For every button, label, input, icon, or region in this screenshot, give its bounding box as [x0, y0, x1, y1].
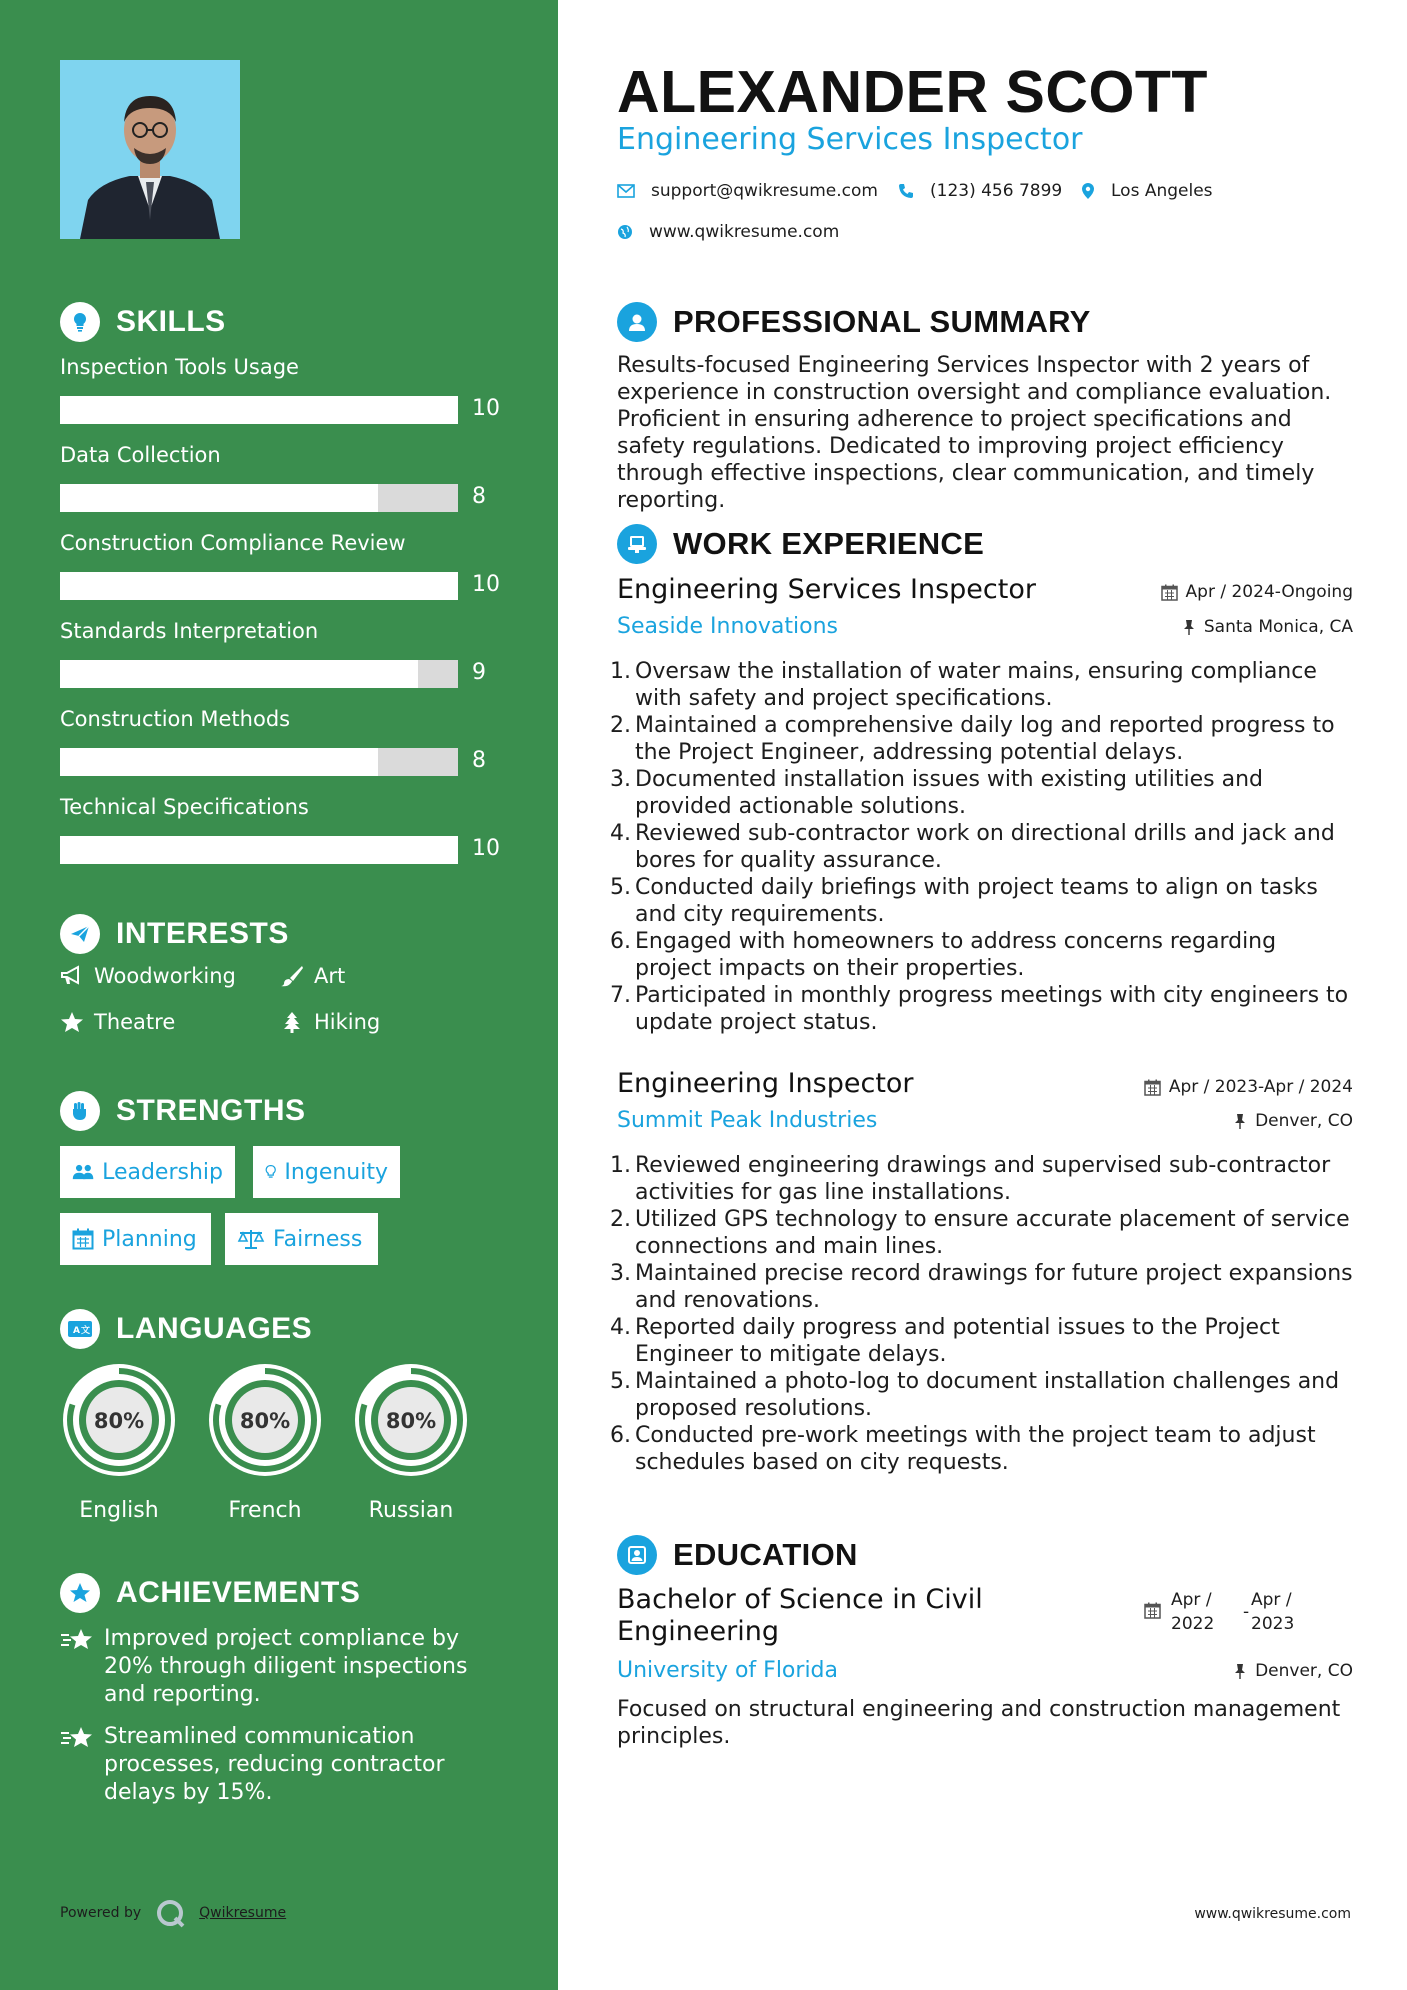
interest-label: Hiking: [314, 1010, 381, 1034]
skill-bar-fill: [60, 484, 378, 512]
candidate-name: ALEXANDER SCOTT: [617, 59, 1208, 125]
pushpin-icon: [1182, 619, 1196, 636]
job-task-list: [617, 1152, 1357, 1476]
language-percent: 80%: [93, 1409, 145, 1433]
envelope-icon: [617, 184, 635, 198]
job-task: Conducted daily briefings with project teams to align on tasks and city requirements.: [635, 875, 1318, 927]
interest-label: Art: [314, 964, 346, 988]
job-dates: [1144, 1077, 1353, 1097]
interest-item: [60, 964, 236, 988]
user-icon: [617, 302, 657, 342]
interest-item: [280, 1010, 380, 1034]
strength-chip: [60, 1213, 211, 1265]
job-task: Participated in monthly progress meetings with city engineers to update project status.: [635, 983, 1349, 1035]
skill-bar: [60, 836, 458, 864]
education-heading: [617, 1535, 858, 1575]
job-task-list: [617, 658, 1357, 1036]
skills-title: SKILLS: [116, 305, 226, 338]
skill-label: Data Collection: [60, 443, 221, 467]
skill-label: Standards Interpretation: [60, 619, 319, 643]
job-company: Seaside Innovations: [617, 614, 838, 639]
work-heading: [617, 524, 984, 564]
profile-photo: [60, 60, 240, 239]
calendar-icon: [72, 1228, 94, 1250]
summary-heading: [617, 302, 1091, 342]
job-task: Reported daily progress and potential issues to the Project Engineer to mitigate delays.: [635, 1315, 1280, 1367]
education-dates: [1144, 1588, 1294, 1636]
achievement-text: Improved project compliance by 20% through diligent inspections and reporting.: [104, 1626, 468, 1707]
calendar-icon: [1144, 1602, 1161, 1619]
strengths-title: STRENGTHS: [116, 1094, 306, 1127]
skill-value: 9: [472, 660, 486, 685]
job-location: [1182, 617, 1353, 637]
language-ring: [57, 1358, 181, 1482]
candidate-role: Engineering Services Inspector: [617, 122, 1083, 157]
svg-text:A: A: [73, 1326, 81, 1336]
interest-item: [280, 964, 345, 988]
graduate-icon: [617, 1535, 657, 1575]
bullhorn-icon: [60, 965, 84, 987]
language-percent: 80%: [385, 1409, 437, 1433]
website-text: www.qwikresume.com: [649, 222, 840, 242]
education-end-year: 2023: [1251, 1614, 1295, 1634]
education-start-month: Apr /: [1171, 1590, 1212, 1610]
map-pin-icon: [1081, 182, 1095, 200]
job-task: Engaged with homeowners to address concerns regarding project impacts on their properties.: [635, 929, 1277, 981]
skill-bar-fill: [60, 572, 458, 600]
languages-heading: [60, 1309, 312, 1349]
degree-title: [617, 1584, 983, 1648]
skills-heading: [60, 302, 226, 342]
skill-value: 10: [472, 572, 500, 597]
skill-label: Construction Methods: [60, 707, 291, 731]
education-start: [1171, 1588, 1243, 1636]
qwikresume-link[interactable]: Qwikresume: [199, 1905, 287, 1921]
skill-bar: [60, 572, 458, 600]
skill-bar-fill: [60, 748, 378, 776]
skill-item: [60, 530, 500, 600]
skill-bar: [60, 484, 458, 512]
achievement-item: [60, 1625, 500, 1709]
strength-label: Leadership: [102, 1159, 223, 1185]
interests-title: INTERESTS: [116, 917, 289, 950]
skill-item: [60, 794, 500, 864]
job-location: [1233, 1111, 1353, 1131]
strength-chip: [225, 1213, 378, 1265]
scales-icon: [237, 1228, 265, 1250]
job-task: Reviewed engineering drawings and supervised sub-contractor activities for gas line installations.: [635, 1153, 1331, 1205]
fist-icon: [60, 1091, 100, 1131]
job-title: Engineering Services Inspector: [617, 574, 1036, 605]
skill-bar: [60, 660, 458, 688]
language-ring: [349, 1358, 473, 1482]
job-company: Summit Peak Industries: [617, 1108, 878, 1133]
skill-value: 10: [472, 396, 500, 421]
languages-title: LANGUAGES: [116, 1312, 313, 1345]
interest-label: Woodworking: [94, 964, 236, 988]
briefcase-icon: [617, 524, 657, 564]
education-location-text: Denver, CO: [1255, 1661, 1353, 1681]
footer-url[interactable]: www.qwikresume.com: [1194, 1906, 1351, 1922]
pushpin-icon: [1233, 1663, 1247, 1680]
shooting-star-icon: [60, 1725, 94, 1751]
education-dash: -: [1243, 1602, 1250, 1622]
interest-label: Theatre: [94, 1010, 176, 1034]
email-text: support@qwikresume.com: [651, 181, 878, 201]
language-name: Russian: [368, 1498, 454, 1523]
contact-website[interactable]: [617, 222, 839, 242]
language-percent: 80%: [239, 1409, 291, 1433]
degree-line-1: Bachelor of Science in Civil: [617, 1584, 983, 1615]
summary-title: PROFESSIONAL SUMMARY: [673, 304, 1091, 339]
summary-text: Results-focused Engineering Services Inspector with 2 years of experience in construction oversight and compliance evaluation. Proficient in ensuring adherence to project specifications and safety regulations. Dedicated to improving project efficiency through effective inspections, clear communication, and timely reporting.: [617, 353, 1332, 513]
achievements-title: ACHIEVEMENTS: [116, 1576, 361, 1609]
job-dates: [1161, 582, 1353, 602]
job-dates-text: Apr / 2023-Apr / 2024: [1168, 1077, 1353, 1097]
powered-by: [60, 1898, 286, 1928]
skill-item: [60, 618, 500, 688]
skill-bar-fill: [60, 660, 418, 688]
lightbulb-icon: [60, 302, 100, 342]
location-text: Los Angeles: [1111, 181, 1213, 201]
job-task: Maintained a photo-log to document installation challenges and proposed resolutions.: [635, 1369, 1340, 1421]
phone-icon: [898, 183, 914, 199]
shooting-star-icon: [60, 1627, 94, 1653]
paintbrush-icon: [280, 965, 304, 987]
interests-heading: [60, 914, 289, 954]
job-dates-text: Apr / 2024-Ongoing: [1185, 582, 1353, 602]
job-task: Utilized GPS technology to ensure accurate placement of service connections and main lines.: [635, 1207, 1350, 1259]
language-item: [349, 1358, 473, 1523]
achievement-item: [60, 1723, 500, 1807]
users-icon: [72, 1161, 94, 1183]
star-badge-icon: [60, 1573, 100, 1613]
education-title: EDUCATION: [673, 1537, 858, 1572]
education-description: Focused on structural engineering and construction management principles.: [617, 1697, 1341, 1749]
interest-item: [60, 1010, 175, 1034]
job-location-text: Santa Monica, CA: [1203, 617, 1353, 637]
phone-text: (123) 456 7899: [930, 181, 1063, 201]
contact-phone[interactable]: [898, 181, 1062, 201]
star-icon: [60, 1011, 84, 1033]
qwikresume-logo-icon: [155, 1898, 189, 1928]
strengths-heading: [60, 1091, 306, 1131]
powered-by-label: Powered by: [60, 1905, 142, 1921]
sidebar: [0, 0, 558, 1990]
achievement-text: Streamlined communication processes, reducing contractor delays by 15%.: [104, 1724, 445, 1805]
job-task: Oversaw the installation of water mains, ensuring compliance with safety and project specifications.: [635, 659, 1317, 711]
translate-icon: [60, 1309, 100, 1349]
skill-bar-fill: [60, 836, 458, 864]
strength-label: Planning: [102, 1226, 197, 1252]
job-task: Reviewed sub-contractor work on directional drills and jack and bores for quality assurance.: [635, 821, 1335, 873]
job-task: Conducted pre-work meetings with the project team to adjust schedules based on city requests.: [635, 1423, 1316, 1475]
skill-item: [60, 706, 500, 776]
globe-icon: [617, 224, 633, 240]
job-task: Maintained precise record drawings for future project expansions and renovations.: [635, 1261, 1353, 1313]
tree-icon: [280, 1011, 304, 1033]
education-location: [1233, 1661, 1353, 1681]
skill-bar-fill: [60, 396, 458, 424]
job-task: Documented installation issues with existing utilities and provided actionable solutions.: [635, 767, 1263, 819]
svg-text:文: 文: [81, 1326, 91, 1336]
skill-value: 8: [472, 484, 486, 509]
calendar-icon: [1144, 1079, 1161, 1096]
skill-label: Technical Specifications: [60, 795, 309, 819]
strength-label: Ingenuity: [284, 1159, 388, 1185]
education-end: [1251, 1588, 1294, 1636]
language-item: [203, 1358, 327, 1523]
skill-bar: [60, 396, 458, 424]
calendar-icon: [1161, 584, 1178, 601]
job-title: Engineering Inspector: [617, 1068, 914, 1099]
skill-item: [60, 442, 500, 512]
paper-plane-icon: [60, 914, 100, 954]
language-name: French: [228, 1498, 302, 1523]
strength-label: Fairness: [273, 1226, 363, 1252]
achievements-heading: [60, 1573, 360, 1613]
job-task: Maintained a comprehensive daily log and reported progress to the Project Engineer, addressing potential delays.: [635, 713, 1335, 765]
skill-bar: [60, 748, 458, 776]
language-name: English: [79, 1498, 159, 1523]
language-ring: [203, 1358, 327, 1482]
job-location-text: Denver, CO: [1255, 1111, 1353, 1131]
work-title: WORK EXPERIENCE: [673, 526, 985, 561]
lightbulb-icon: [265, 1160, 276, 1184]
skill-item: [60, 354, 500, 424]
skill-label: Construction Compliance Review: [60, 531, 406, 555]
education-end-month: Apr /: [1251, 1590, 1292, 1610]
school-name: University of Florida: [617, 1658, 838, 1683]
skill-value: 8: [472, 748, 486, 773]
language-item: [57, 1358, 181, 1523]
education-start-year: 2022: [1171, 1614, 1215, 1634]
strength-chip: [253, 1146, 400, 1198]
skill-value: 10: [472, 836, 500, 861]
contact-location: [1081, 181, 1213, 201]
pushpin-icon: [1233, 1113, 1247, 1130]
contact-email[interactable]: [617, 181, 878, 201]
skill-label: Inspection Tools Usage: [60, 355, 299, 379]
degree-line-2: Engineering: [617, 1616, 779, 1647]
strength-chip: [60, 1146, 235, 1198]
